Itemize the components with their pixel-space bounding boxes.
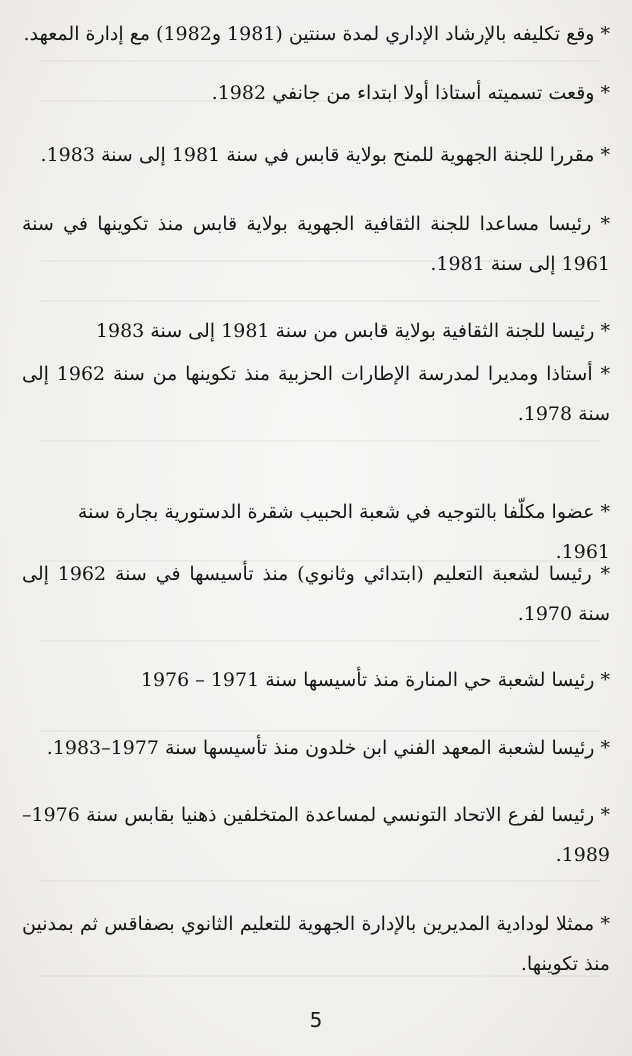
bleed-through-line — [40, 60, 600, 62]
paragraph: * رئيسا لشعبة المعهد الفني ابن خلدون منذ تأسيسها سنة 1977–1983. — [46, 737, 610, 759]
bleed-through-line — [40, 300, 600, 302]
page-number: 5 — [309, 1008, 323, 1032]
bleed-through-line — [40, 880, 600, 882]
bleed-through-line — [40, 640, 600, 642]
paragraph: * رئيسا لشعبة التعليم (ابتدائي وثانوي) منذ تأسيسها في سنة 1962 إلى سنة 1970. — [22, 563, 610, 625]
paragraph: * مقررا للجنة الجهوية للمنح بولاية قابس في سنة 1981 إلى سنة 1983. — [40, 144, 610, 166]
paragraph: * عضوا مكلّفا بالتوجيه في شعبة الحبيب شقرة الدستورية بجارة سنة 1961. — [77, 501, 610, 563]
paragraph: * أستاذا ومديرا لمدرسة الإطارات الحزبية منذ تكوينها من سنة 1962 إلى سنة 1978. — [22, 363, 610, 425]
paragraph: * وقعت تسميته أستاذا أولا ابتداء من جانفي 1982. — [211, 82, 610, 104]
paragraph: * ممثلا لودادية المديرين بالإدارة الجهوية للتعليم الثانوي بصفاقس ثم بمدنين منذ تكوينها. — [22, 913, 610, 975]
paragraph: * رئيسا لشعبة حي المنارة منذ تأسيسها سنة 1971 – 1976 — [140, 669, 610, 691]
paragraph: * رئيسا لفرع الاتحاد التونسي لمساعدة المتخلفين ذهنيا بقابس سنة 1976–1989. — [22, 804, 610, 866]
paragraph: * رئيسا مساعدا للجنة الثقافية الجهوية بولاية قابس منذ تكوينها في سنة 1961 إلى سنة 1981. — [22, 213, 610, 275]
paragraph: * رئيسا للجنة الثقافية بولاية قابس من سنة 1981 إلى سنة 1983 — [95, 320, 610, 342]
paragraph: * وقع تكليفه بالإرشاد الإداري لمدة سنتين (1981 و1982) مع إدارة المعهد. — [23, 23, 610, 45]
bleed-through-line — [40, 440, 600, 442]
